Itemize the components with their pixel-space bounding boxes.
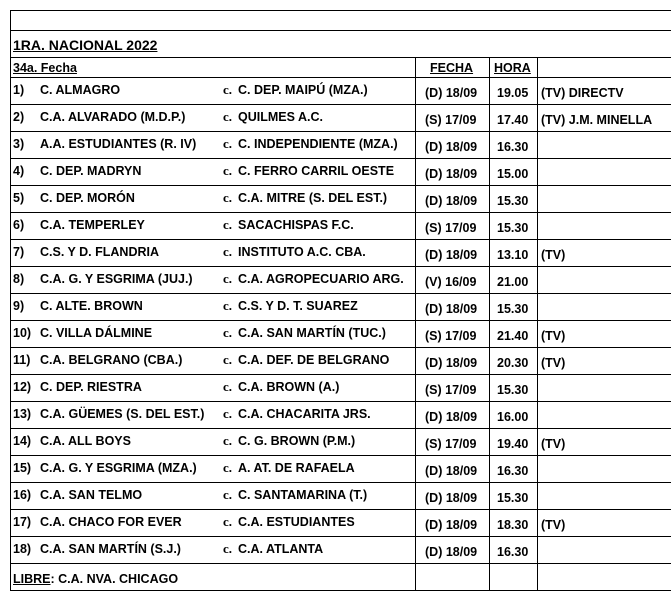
away-team: C.A. ESTUDIANTES bbox=[238, 515, 355, 529]
match-number: 1) bbox=[13, 83, 25, 97]
match-date: (D) 18/09 bbox=[425, 491, 478, 505]
home-team: C. ALMAGRO bbox=[40, 83, 121, 97]
away-team: INSTITUTO A.C. CBA. bbox=[238, 245, 366, 259]
home-team: C.A. TEMPERLEY bbox=[40, 218, 145, 232]
home-team: A.A. ESTUDIANTES (R. IV) bbox=[40, 137, 197, 151]
tv-broadcast: (TV) bbox=[541, 248, 566, 262]
tv-broadcast: (TV) bbox=[541, 356, 566, 370]
match-number: 16) bbox=[13, 488, 32, 502]
home-team: C.A. SAN TELMO bbox=[40, 488, 143, 502]
away-team: C.A. DEF. DE BELGRANO bbox=[238, 353, 390, 367]
away-team: C. SANTAMARINA (T.) bbox=[238, 488, 368, 502]
grid-line bbox=[10, 239, 671, 240]
match-date: (S) 17/09 bbox=[425, 329, 477, 343]
home-team: C.A. ALVARADO (M.D.P.) bbox=[40, 110, 186, 124]
match-time: 15.30 bbox=[497, 221, 529, 235]
match-time: 15.30 bbox=[497, 194, 529, 208]
match-time: 13.10 bbox=[497, 248, 529, 262]
match-number: 18) bbox=[13, 542, 32, 556]
time-column-header: HORA bbox=[494, 61, 531, 75]
grid-line bbox=[10, 293, 671, 294]
versus-marker: c. bbox=[223, 433, 233, 448]
match-date: (S) 17/09 bbox=[425, 383, 477, 397]
home-team: C.A. CHACO FOR EVER bbox=[40, 515, 182, 529]
grid-line bbox=[10, 347, 671, 348]
tv-broadcast: (TV) bbox=[541, 329, 566, 343]
away-team: A. AT. DE RAFAELA bbox=[238, 461, 355, 475]
grid-line bbox=[415, 57, 416, 590]
match-time: 17.40 bbox=[497, 113, 529, 127]
grid-line bbox=[10, 212, 671, 213]
match-time: 16.00 bbox=[497, 410, 529, 424]
home-team: C. VILLA DÁLMINE bbox=[40, 326, 153, 340]
match-number: 6) bbox=[13, 218, 25, 232]
home-team: C.A. G. Y ESGRIMA (MZA.) bbox=[40, 461, 197, 475]
versus-marker: c. bbox=[223, 325, 233, 340]
match-date: (D) 18/09 bbox=[425, 167, 478, 181]
match-time: 15.30 bbox=[497, 383, 529, 397]
away-team: C. G. BROWN (P.M.) bbox=[238, 434, 356, 448]
grid-line bbox=[10, 320, 671, 321]
away-team: C.A. AGROPECUARIO ARG. bbox=[238, 272, 404, 286]
match-time: 21.40 bbox=[497, 329, 529, 343]
grid-line bbox=[10, 428, 671, 429]
page-title: 1RA. NACIONAL 2022 bbox=[13, 37, 158, 53]
versus-marker: c. bbox=[223, 82, 233, 97]
versus-marker: c. bbox=[223, 352, 233, 367]
versus-marker: c. bbox=[223, 109, 233, 124]
match-date: (V) 16/09 bbox=[425, 275, 477, 289]
home-team: C. DEP. MORÓN bbox=[40, 191, 135, 205]
tv-broadcast: (TV) bbox=[541, 437, 566, 451]
match-number: 17) bbox=[13, 515, 32, 529]
grid-line bbox=[10, 509, 671, 510]
match-time: 19.05 bbox=[497, 86, 529, 100]
match-date: (D) 18/09 bbox=[425, 410, 478, 424]
grid-line bbox=[10, 266, 671, 267]
match-date: (S) 17/09 bbox=[425, 437, 477, 451]
match-time: 16.30 bbox=[497, 140, 529, 154]
match-date: (S) 17/09 bbox=[425, 113, 477, 127]
home-team: C. DEP. MADRYN bbox=[40, 164, 142, 178]
home-team: C.A. BELGRANO (CBA.) bbox=[40, 353, 183, 367]
home-team: C.A. G. Y ESGRIMA (JUJ.) bbox=[40, 272, 193, 286]
away-team: C. INDEPENDIENTE (MZA.) bbox=[238, 137, 398, 151]
grid-line bbox=[10, 482, 671, 483]
match-date: (D) 18/09 bbox=[425, 356, 478, 370]
match-date: (D) 18/09 bbox=[425, 518, 478, 532]
versus-marker: c. bbox=[223, 406, 233, 421]
versus-marker: c. bbox=[223, 136, 233, 151]
away-team: SACACHISPAS F.C. bbox=[238, 218, 354, 232]
bye-row bbox=[13, 572, 178, 586]
match-time: 19.40 bbox=[497, 437, 529, 451]
match-number: 11) bbox=[13, 353, 31, 367]
tv-broadcast: (TV) DIRECTV bbox=[541, 86, 624, 100]
match-date: (D) 18/09 bbox=[425, 86, 478, 100]
grid-line bbox=[10, 401, 671, 402]
match-date: (D) 18/09 bbox=[425, 140, 478, 154]
match-time: 15.30 bbox=[497, 302, 529, 316]
tv-broadcast: (TV) J.M. MINELLA bbox=[541, 113, 653, 127]
away-team: C.A. BROWN (A.) bbox=[238, 380, 340, 394]
grid-line bbox=[10, 77, 671, 78]
match-date: (D) 18/09 bbox=[425, 194, 478, 208]
match-number: 12) bbox=[13, 380, 32, 394]
tv-broadcast: (TV) bbox=[541, 518, 566, 532]
away-team: C. DEP. MAIPÚ (MZA.) bbox=[238, 83, 368, 97]
versus-marker: c. bbox=[223, 244, 233, 259]
match-time: 15.00 bbox=[497, 167, 529, 181]
away-team: C.A. MITRE (S. DEL EST.) bbox=[238, 191, 388, 205]
match-number: 10) bbox=[13, 326, 32, 340]
versus-marker: c. bbox=[223, 460, 233, 475]
match-time: 21.00 bbox=[497, 275, 529, 289]
away-team: C.A. ATLANTA bbox=[238, 542, 324, 556]
away-team: C.A. CHACARITA JRS. bbox=[238, 407, 371, 421]
away-team: C. FERRO CARRIL OESTE bbox=[238, 164, 395, 178]
grid-line bbox=[10, 104, 671, 105]
match-number: 14) bbox=[13, 434, 32, 448]
match-date: (D) 18/09 bbox=[425, 302, 478, 316]
match-number: 3) bbox=[13, 137, 25, 151]
match-date: (D) 18/09 bbox=[425, 248, 478, 262]
match-number: 15) bbox=[13, 461, 32, 475]
grid-line bbox=[10, 158, 671, 159]
home-team: C.A. SAN MARTÍN (S.J.) bbox=[40, 542, 181, 556]
versus-marker: c. bbox=[223, 217, 233, 232]
away-team: QUILMES A.C. bbox=[238, 110, 323, 124]
grid-line bbox=[10, 536, 671, 537]
match-number: 9) bbox=[13, 299, 25, 313]
versus-marker: c. bbox=[223, 514, 233, 529]
versus-marker: c. bbox=[223, 190, 233, 205]
grid-line bbox=[10, 374, 671, 375]
grid-line bbox=[10, 185, 671, 186]
bye-label: LIBRE bbox=[13, 572, 51, 586]
grid-line bbox=[10, 563, 671, 564]
match-time: 15.30 bbox=[497, 491, 529, 505]
match-time: 16.30 bbox=[497, 464, 529, 478]
match-number: 7) bbox=[13, 245, 25, 259]
date-column-header: FECHA bbox=[430, 61, 474, 75]
home-team: C. DEP. RIESTRA bbox=[40, 380, 142, 394]
versus-marker: c. bbox=[223, 163, 233, 178]
home-team: C. ALTE. BROWN bbox=[40, 299, 143, 313]
match-date: (S) 17/09 bbox=[425, 221, 477, 235]
match-time: 16.30 bbox=[497, 545, 529, 559]
home-team: C.A. ALL BOYS bbox=[40, 434, 131, 448]
grid-line bbox=[10, 10, 671, 11]
grid-line bbox=[10, 590, 671, 591]
match-number: 4) bbox=[13, 164, 25, 178]
home-team: C.A. GÜEMES (S. DEL EST.) bbox=[40, 407, 205, 421]
match-date: (D) 18/09 bbox=[425, 464, 478, 478]
grid-line bbox=[10, 57, 671, 58]
grid-line bbox=[10, 131, 671, 132]
grid-line bbox=[489, 57, 490, 590]
grid-line bbox=[10, 10, 11, 590]
versus-marker: c. bbox=[223, 541, 233, 556]
match-number: 8) bbox=[13, 272, 25, 286]
grid-line bbox=[10, 455, 671, 456]
grid-line bbox=[537, 57, 538, 590]
match-number: 13) bbox=[13, 407, 32, 421]
match-time: 18.30 bbox=[497, 518, 529, 532]
versus-marker: c. bbox=[223, 271, 233, 286]
match-number: 2) bbox=[13, 110, 25, 124]
away-team: C.A. SAN MARTÍN (TUC.) bbox=[238, 326, 386, 340]
match-number: 5) bbox=[13, 191, 25, 205]
match-time: 20.30 bbox=[497, 356, 529, 370]
round-label: 34a. Fecha bbox=[13, 61, 77, 75]
versus-marker: c. bbox=[223, 487, 233, 502]
away-team: C.S. Y D. T. SUAREZ bbox=[238, 299, 358, 313]
versus-marker: c. bbox=[223, 379, 233, 394]
home-team: C.S. Y D. FLANDRIA bbox=[40, 245, 159, 259]
match-date: (D) 18/09 bbox=[425, 545, 478, 559]
bye-team: : C.A. NVA. CHICAGO bbox=[50, 572, 179, 586]
grid-line bbox=[10, 30, 671, 31]
versus-marker: c. bbox=[223, 298, 233, 313]
